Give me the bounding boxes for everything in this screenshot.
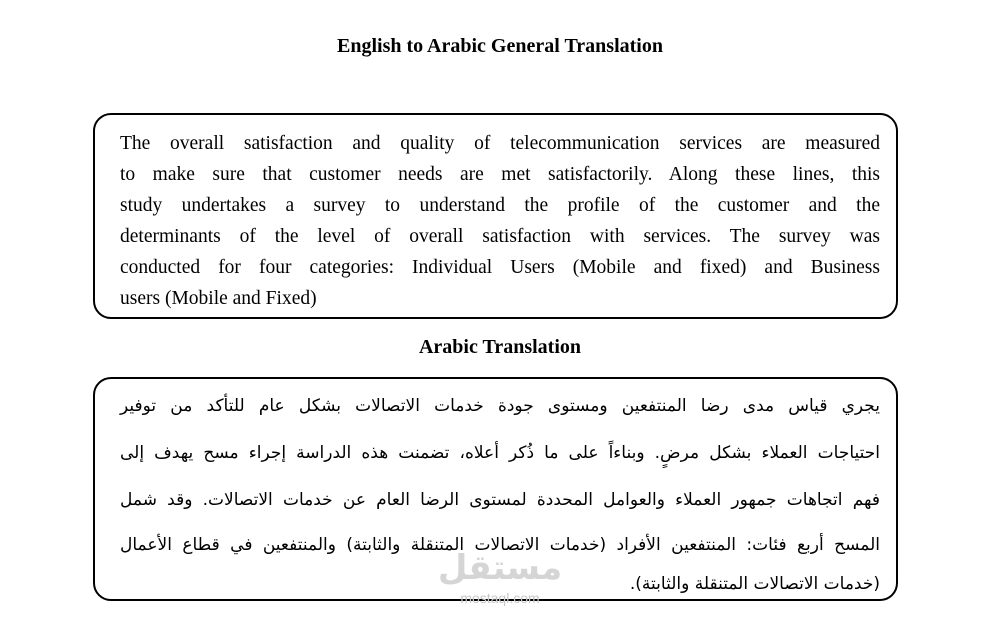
source-line: to make sure that customer needs are met satisfactorily. Along these lines, this <box>120 164 880 185</box>
watermark-logo: مستقل <box>437 548 563 588</box>
source-line: The overall satisfaction and quality of telecommunication services are measured <box>120 133 880 154</box>
watermark-site: mostaql.com <box>460 590 540 606</box>
source-line: study undertakes a survey to understand the profile of the customer and the <box>120 195 880 216</box>
translation-line: احتياجات العملاء بشكل مرضٍ. وبناءاً على ما ذُكر أعلاه، تضمنت هذه الدراسة إجراء مسح يهدف إلى <box>120 443 880 463</box>
translation-line: (خدمات الاتصالات المتنقلة والثابتة). <box>629 574 880 594</box>
translation-heading: Arabic Translation <box>418 336 582 358</box>
source-line: determinants of the level of overall satisfaction with services. The survey was <box>120 226 880 247</box>
source-line: users (Mobile and Fixed) <box>120 288 317 309</box>
translation-line: فهم اتجاهات جمهور العملاء والعوامل المحددة لمستوى الرضا العام عن خدمات الاتصالات. وقد شمل <box>120 490 880 510</box>
page-title: English to Arabic General Translation <box>337 35 663 57</box>
translation-line: يجري قياس مدى رضا المنتفعين ومستوى جودة خدمات الاتصالات بشكل عام للتأكد من توفير <box>120 396 880 416</box>
translation-line: المسح أربع فئات: المنتفعين الأفراد (خدمات الاتصالات المتنقلة والثابتة) والمنتفعين في قطاع الأعمال <box>120 535 880 555</box>
source-line: conducted for four categories: Individual Users (Mobile and fixed) and Business <box>120 257 880 278</box>
